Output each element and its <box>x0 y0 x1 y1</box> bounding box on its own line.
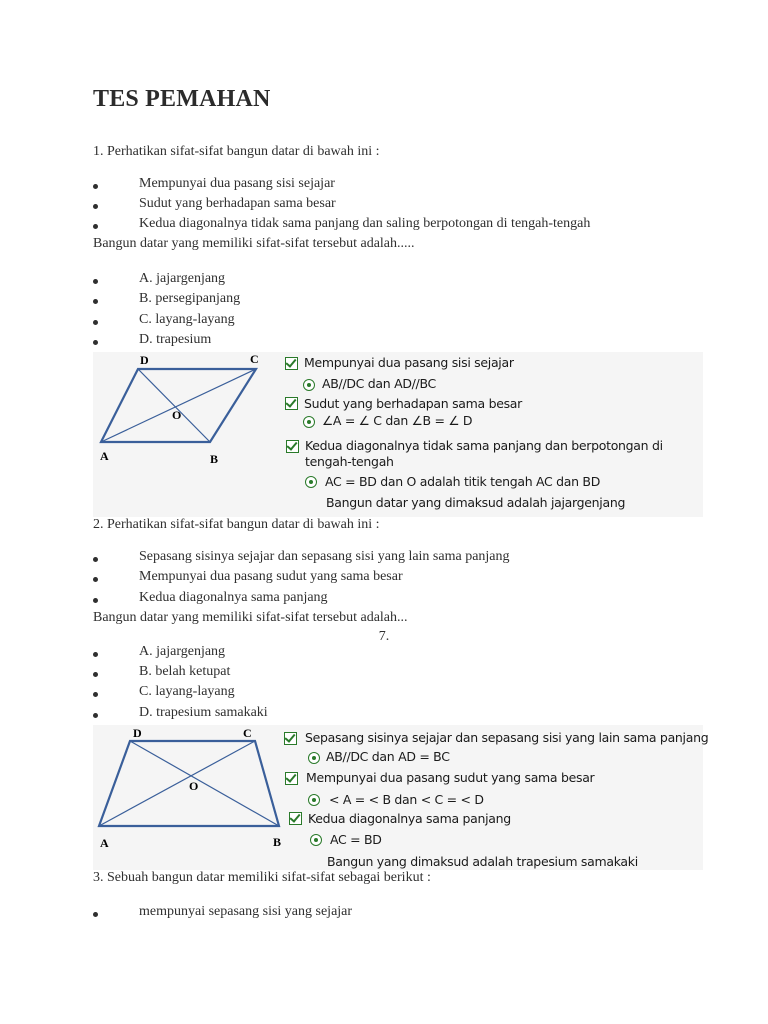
checkbox-icon <box>284 732 297 745</box>
vertex-label-c: C <box>243 726 252 740</box>
radio-icon <box>303 416 315 428</box>
q2-note-2: AB//DC dan AD = BC <box>326 749 450 764</box>
bullet-icon <box>93 340 98 345</box>
checkbox-icon <box>289 812 302 825</box>
q2-option-c: C. layang-layang <box>93 684 713 704</box>
radio-icon <box>310 834 322 846</box>
bullet-icon <box>93 713 98 718</box>
vertex-label-o: O <box>172 408 182 422</box>
q2-note-6: AC = BD <box>330 832 382 847</box>
checkbox-icon <box>285 772 298 785</box>
checkbox-icon <box>285 357 298 370</box>
q2-property-1: Sepasang sisinya sejajar dan sepasang sisi yang lain sama panjang <box>93 549 713 569</box>
q1-option-d: D. trapesium <box>93 332 713 352</box>
q2-option-b: B. belah ketupat <box>93 664 713 684</box>
q2-option-d: D. trapesium samakaki <box>93 705 713 725</box>
q1-figure <box>93 352 703 517</box>
q1-property-2: Sudut yang berhadapan sama besar <box>93 196 713 216</box>
q1-note-5: Kedua diagonalnya tidak sama panjang dan berpotongan di <box>305 438 663 453</box>
bullet-icon <box>93 299 98 304</box>
q2-property-3: Kedua diagonalnya sama panjang <box>93 590 713 610</box>
q2-question: Bangun datar yang memiliki sifat-sifat tersebut adalah... <box>93 610 408 625</box>
page-title: TES PEMAHAN <box>93 86 271 112</box>
q2-conclusion: Bangun yang dimaksud adalah trapesium samakaki <box>327 854 638 869</box>
q2-note-1: Sepasang sisinya sejajar dan sepasang sisi yang lain sama panjang <box>305 730 709 745</box>
checkbox-icon <box>285 397 298 410</box>
vertex-label-a: A <box>100 836 109 850</box>
q3-property-1: mempunyai sepasang sisi yang sejajar <box>93 904 713 924</box>
q1-note-7: AC = BD dan O adalah titik tengah AC dan BD <box>325 474 601 489</box>
bullet-icon <box>93 224 98 229</box>
q2-figure <box>93 725 709 870</box>
q3-prompt: 3. Sebuah bangun datar memiliki sifat-sifat sebagai berikut : <box>93 870 431 885</box>
diagonal-ac <box>99 741 255 826</box>
checkbox-icon <box>286 440 299 453</box>
q1-note-3: Sudut yang berhadapan sama besar <box>304 396 523 411</box>
q2-property-2: Mempunyai dua pasang sudut yang sama besar <box>93 569 713 589</box>
q1-property-3: Kedua diagonalnya tidak sama panjang dan saling berpotongan di tengah-tengah <box>93 216 713 236</box>
q2-note-4: < A = < B dan < C = < D <box>329 792 484 807</box>
bullet-icon <box>93 672 98 677</box>
q1-option-b: B. persegipanjang <box>93 291 713 311</box>
radio-icon <box>303 379 315 391</box>
q1-property-1: Mempunyai dua pasang sisi sejajar <box>93 176 713 196</box>
bullet-icon <box>93 598 98 603</box>
radio-icon <box>305 476 317 488</box>
bullet-icon <box>93 692 98 697</box>
bullet-icon <box>93 912 98 917</box>
q1-option-c: C. layang-layang <box>93 312 713 332</box>
bullet-icon <box>93 652 98 657</box>
q1-note-6: tengah-tengah <box>305 454 394 469</box>
vertex-label-d: D <box>140 353 149 367</box>
parallelogram-diagram <box>93 352 293 517</box>
q1-note-1: Mempunyai dua pasang sisi sejajar <box>304 355 514 370</box>
q1-prompt: 1. Perhatikan sifat-sifat bangun datar di bawah ini : <box>93 144 380 159</box>
radio-icon <box>308 752 320 764</box>
q1-question: Bangun datar yang memiliki sifat-sifat tersebut adalah..... <box>93 236 415 251</box>
vertex-label-d: D <box>133 726 142 740</box>
vertex-label-b: B <box>273 835 282 849</box>
bullet-icon <box>93 577 98 582</box>
vertex-label-a: A <box>100 449 109 463</box>
vertex-label-c: C <box>250 352 259 366</box>
trapezoid-diagram <box>93 725 293 870</box>
page-number: 7. <box>378 629 390 644</box>
bullet-icon <box>93 204 98 209</box>
diagonal-bd <box>130 741 279 826</box>
q2-prompt: 2. Perhatikan sifat-sifat bangun datar di bawah ini : <box>93 517 380 532</box>
q1-option-a: A. jajargenjang <box>93 271 713 291</box>
bullet-icon <box>93 320 98 325</box>
q1-conclusion: Bangun datar yang dimaksud adalah jajargenjang <box>326 495 626 510</box>
diagonal-bd <box>138 369 210 442</box>
q1-note-2: AB//DC dan AD//BC <box>322 376 436 391</box>
q2-note-5: Kedua diagonalnya sama panjang <box>308 811 511 826</box>
q1-note-4: ∠A = ∠ C dan ∠B = ∠ D <box>322 413 473 428</box>
vertex-label-b: B <box>210 452 219 466</box>
bullet-icon <box>93 184 98 189</box>
vertex-label-o: O <box>189 779 199 793</box>
bullet-icon <box>93 557 98 562</box>
bullet-icon <box>93 279 98 284</box>
q2-note-3: Mempunyai dua pasang sudut yang sama besar <box>306 770 595 785</box>
radio-icon <box>308 794 320 806</box>
q2-option-a: A. jajargenjang <box>93 644 713 664</box>
